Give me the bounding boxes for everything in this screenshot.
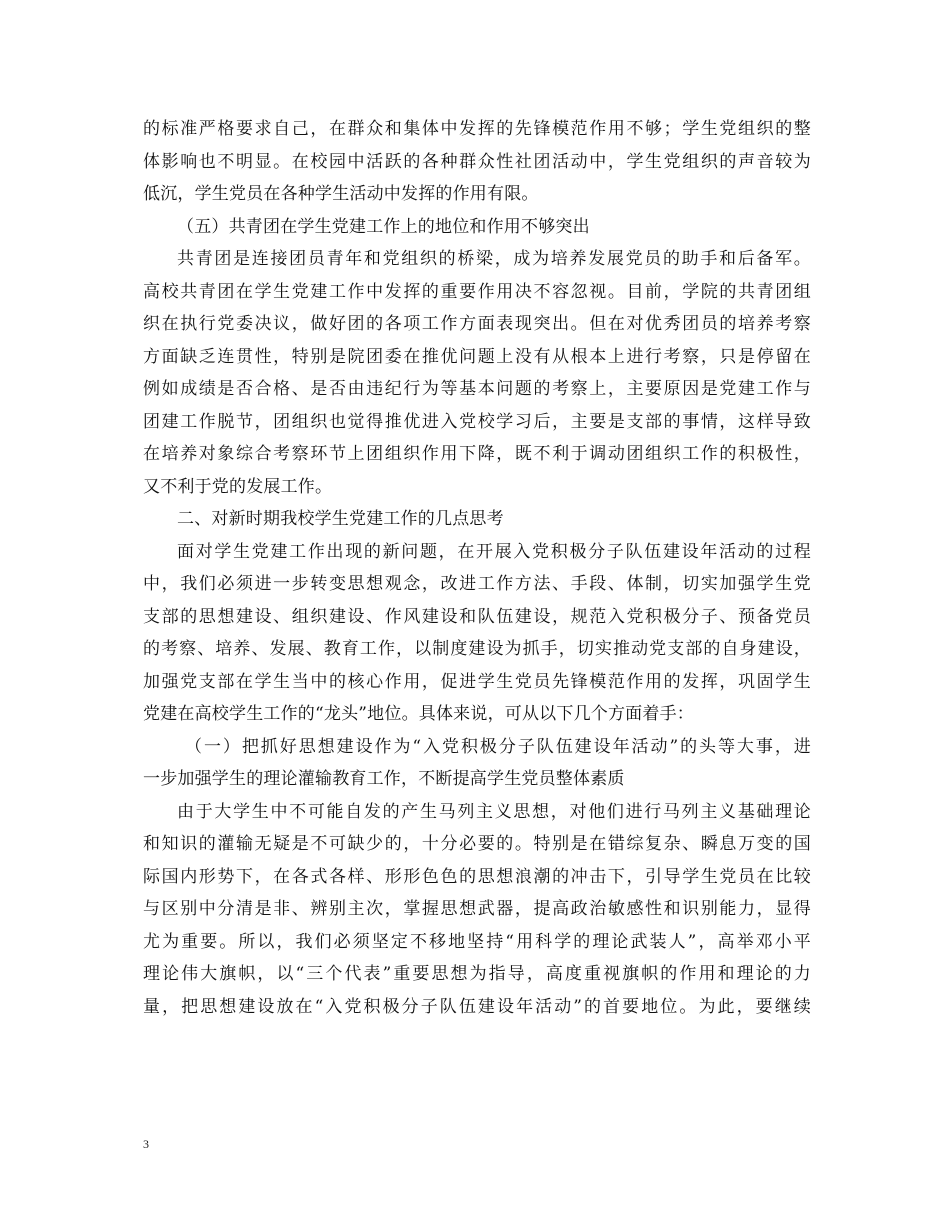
- text-line: 理论伟大旗帜，以“三个代表”重要思想为指导，高度重视旗帜的作用和理论的力: [143, 964, 811, 984]
- text-line: 低沉，学生党员在各种学生活动中发挥的作用有限。: [143, 184, 539, 204]
- subsection-heading-cont: 一步加强学生的理论灌输教育工作，不断提高学生党员整体素质: [143, 769, 625, 789]
- section-heading: 二、对新时期我校学生党建工作的几点思考: [177, 509, 504, 529]
- text-line: 例如成绩是否合格、是否由违纪行为等基本问题的考察上，主要原因是党建工作与: [143, 379, 811, 399]
- subsection-heading: （一）把抓好思想建设作为“入党积极分子队伍建设年活动”的头等大事，进: [185, 736, 811, 757]
- text-line: 体影响也不明显。在校园中活跃的各种群众性社团活动中，学生党组织的声音较为: [143, 151, 811, 172]
- text-line: 又不利于党的发展工作。: [143, 476, 333, 497]
- text-line: 加强党支部在学生当中的核心作用，促进学生党员先锋模范作用的发挥，巩固学生: [143, 671, 811, 692]
- text-line: 尤为重要。所以，我们必须坚定不移地坚持“用科学的理论武装人”，高举邓小平: [143, 931, 811, 952]
- body-text: [143, 113, 811, 1023]
- text-line: 量，把思想建设放在“入党积极分子队伍建设年活动”的首要地位。为此，要继续: [143, 996, 811, 1017]
- text-line: 党建在高校学生工作的“龙头”地位。具体来说，可从以下几个方面着手：: [143, 704, 694, 724]
- text-line: 的考察、培养、发展、教育工作，以制度建设为抓手，切实推动党支部的自身建设，: [143, 639, 811, 659]
- text-line: 高校共青团在学生党建工作中发挥的重要作用决不容忽视。目前，学院的共青团组: [143, 281, 811, 302]
- text-line: 方面缺乏连贯性，特别是院团委在推优问题上没有从根本上进行考察，只是停留在: [143, 346, 811, 367]
- text-line: 共青团是连接团员青年和党组织的桥梁，成为培养发展党员的助手和后备军。: [177, 249, 811, 269]
- text-line: 和知识的灌输无疑是不可缺少的，十分必要的。特别是在错综复杂、瞬息万变的国: [143, 834, 811, 854]
- text-line: 织在执行党委决议，做好团的各项工作方面表现突出。但在对优秀团员的培养考察: [143, 314, 811, 334]
- text-line: 面对学生党建工作出现的新问题，在开展入党积极分子队伍建设年活动的过程: [177, 541, 811, 562]
- text-line: 团建工作脱节，团组织也觉得推优进入党校学习后，主要是支部的事情，这样导致: [143, 411, 811, 432]
- text-line: 的标准严格要求自己，在群众和集体中发挥的先锋模范作用不够；学生党组织的整: [143, 119, 811, 139]
- text-line: 支部的思想建设、组织建设、作风建设和队伍建设，规范入党积极分子、预备党员: [143, 606, 811, 627]
- section-heading: （五）共青团在学生党建工作上的地位和作用不够突出: [177, 216, 590, 237]
- text-line: 际国内形势下，在各式各样、形形色色的思想浪潮的冲击下，引导学生党员在比较: [143, 866, 811, 887]
- page-number: 3: [143, 1137, 149, 1151]
- text-line: 由于大学生中不可能自发的产生马列主义思想，对他们进行马列主义基础理论: [177, 801, 811, 822]
- text-line: 与区别中分清是非、辨别主次，掌握思想武器，提高政治敏感性和识别能力，显得: [143, 899, 811, 919]
- text-line: 中，我们必须进一步转变思想观念，改进工作方法、手段、体制，切实加强学生党: [143, 574, 811, 594]
- text-line: 在培养对象综合考察环节上团组织作用下降，既不利于调动团组织工作的积极性，: [143, 444, 811, 464]
